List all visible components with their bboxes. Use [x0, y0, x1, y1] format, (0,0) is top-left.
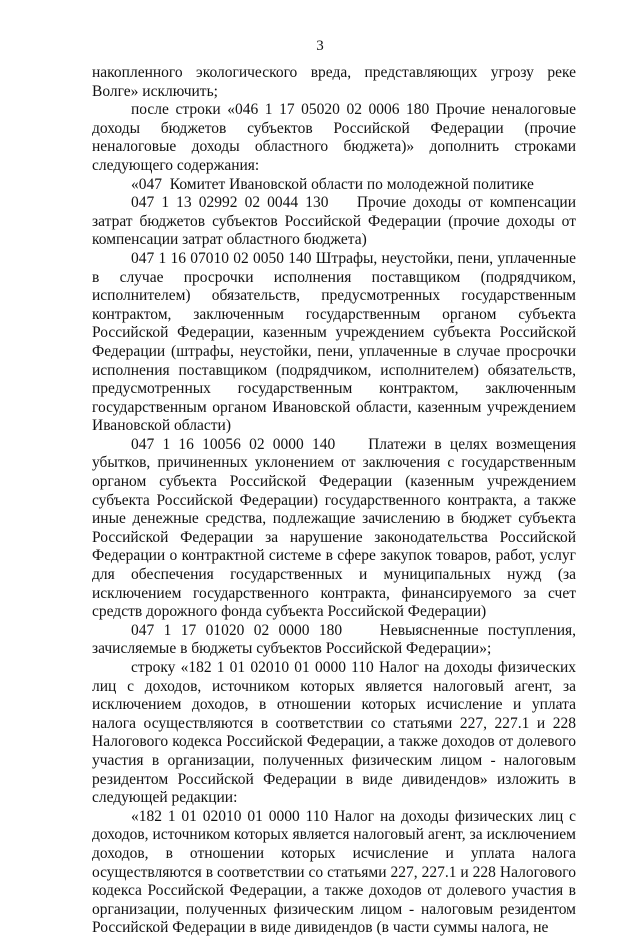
paragraph-text: «182 1 01 02010 01 0000 110 Налог на доходы физических лиц с доходов, источником которых является налоговый агент, за исключением доходов, в отношении которых исчисление и уплата налога осуществляются в соответствии со статьями 227, 227.1 и 228 Налогового кодекса Российской Федерации, а также доходов от долевого участия в организации, полученных физическим лицом - налоговым резидентом Российской Федерации в виде дивидендов (в части суммы налога, не [92, 807, 580, 937]
paragraph-text: 047 1 16 10056 02 0000 140 Платежи в целях возмещения убытков, причиненных уклонением от заключения с государственным органом субъекта Российской Федерации (казенным учреждением субъекта Российской Федерации) государственного контракта, а также иные денежные средства, подлежащие зачислению в бюджет субъекта Российской Федерации за нарушение законодательства Российской Федерации о контрактной системе в сфере закупок товаров, работ, услуг для обеспечения государственных и муниципальных нужд (за исключением государственного контракта, финансируемого за счет средств дорожного фонда субъекта Российской Федерации) [92, 435, 580, 621]
paragraph-text: после строки «046 1 17 05020 02 0006 180 Прочие неналоговые доходы бюджетов субъектов Российской Федерации (прочие неналоговые доходы областного бюджета)» дополнить строками следующего содержания: [92, 101, 580, 174]
paragraph [92, 659, 580, 808]
paragraph-text: накопленного экологического вреда, представляющих угрозу реке Волге» исключить; [92, 64, 580, 100]
paragraph-text: 047 1 16 07010 02 0050 140 Штрафы, неустойки, пени, уплаченные в случае просрочки исполнения поставщиком (подрядчиком, исполнителем) обязательств, предусмотренных государственным контрактом, заключенным государственным органом субъекта Российской Федерации, казенным учреждением субъекта Российской Федерации (штрафы, неустойки, пени, уплаченные в случае просрочки исполнения поставщиком (подрядчиком, исполнителем) обязательств, предусмотренных государственным контрактом, заключенным государственным органом Ивановской области, казенным учреждением Ивановской области) [92, 249, 580, 435]
page-number: 3 [316, 38, 324, 54]
paragraph [92, 621, 580, 659]
paragraph-text: строку «182 1 01 02010 01 0000 110 Налог на доходы физических лиц с доходов, источником которых является налоговый агент, за исключением доходов, в отношении которых исчисление и уплата налога осуществляются в соответствии со статьями 227, 227.1 и 228 Налогового кодекса Российской Федерации, а также доходов от долевого участия в организации, полученных физическим лицом - налоговым резидентом Российской Федерации в виде дивидендов» изложить в следующей редакции: [92, 659, 580, 807]
paragraph [92, 176, 576, 195]
paragraph [92, 64, 580, 101]
paragraph [92, 807, 580, 938]
paragraph-text: 047 1 13 02992 02 0044 130 Прочие доходы от компенсации затрат бюджетов субъектов Российской Федерации (прочие доходы от компенсации затрат областного бюджета) [92, 194, 580, 249]
document-body [92, 64, 580, 938]
paragraph [92, 249, 580, 436]
paragraph [92, 435, 580, 622]
paragraph-text: 047 1 17 01020 02 0000 180 Невыясненные поступления, зачисляемые в бюджеты субъектов Российской Федерации»; [92, 621, 580, 658]
paragraph [92, 194, 580, 250]
paragraph [92, 101, 580, 175]
paragraph-text: «047 Комитет Ивановской области по молодежной политике [131, 175, 534, 193]
